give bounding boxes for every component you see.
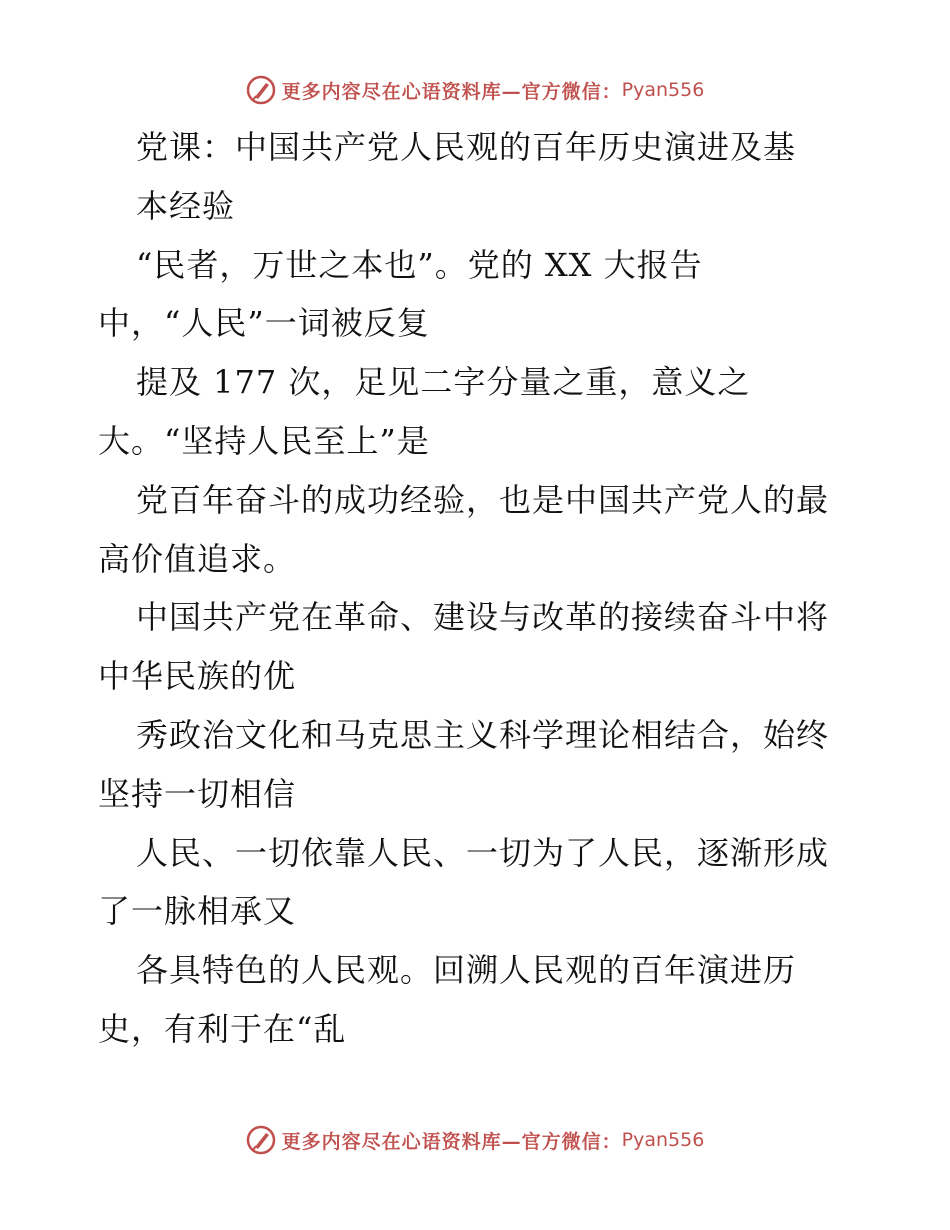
paragraph-line: 党百年奋斗的成功经验，也是中国共产党人的最	[136, 480, 830, 519]
header-banner	[0, 70, 950, 110]
banner-text: 更多内容尽在心语资料库—官方微信：	[281, 80, 622, 103]
quill-pen-logo-icon	[246, 1125, 276, 1155]
quill-pen-logo-icon	[246, 75, 276, 105]
paragraph-line: 中华民族的优	[98, 657, 297, 696]
paragraph-line: 各具特色的人民观。回溯人民观的百年演进历	[136, 951, 797, 990]
document-title-line: 本经验	[136, 186, 236, 225]
paragraph-line: 史，有利于在“乱	[98, 1009, 347, 1048]
banner-contact: Pyan556	[621, 1129, 705, 1151]
paragraph-line: 人民、一切依靠人民、一切为了人民，逐渐形成	[136, 833, 830, 872]
banner-contact: Pyan556	[621, 79, 705, 101]
paragraph-line: 中，“人民”一词被反复	[98, 304, 430, 343]
paragraph-line: 高价值追求。	[98, 539, 297, 578]
document-body	[98, 118, 858, 1059]
banner-text: 更多内容尽在心语资料库—官方微信：	[281, 1130, 622, 1153]
paragraph-line: 秀政治文化和马克思主义科学理论相结合，始终	[136, 715, 830, 754]
paragraph-line: “民者，万世之本也”。党的 XX 大报告	[136, 245, 703, 284]
paragraph-line: 坚持一切相信	[98, 774, 297, 813]
document-title-line: 党课：中国共产党人民观的百年历史演进及基	[136, 128, 797, 166]
paragraph-line: 中国共产党在革命、建设与改革的接续奋斗中将	[136, 598, 830, 637]
footer-banner	[0, 1120, 950, 1160]
paragraph-line: 大。“坚持人民至上”是	[98, 421, 430, 460]
paragraph-line: 了一脉相承又	[98, 892, 297, 931]
paragraph-line: 提及 177 次，足见二字分量之重，意义之	[136, 363, 751, 402]
